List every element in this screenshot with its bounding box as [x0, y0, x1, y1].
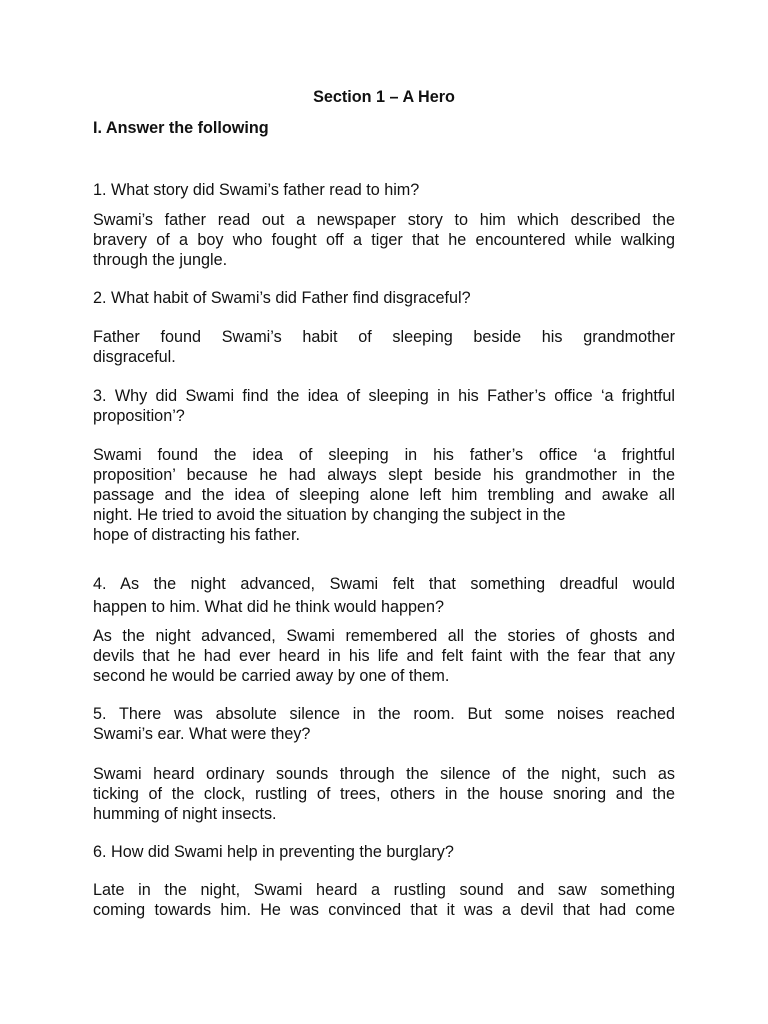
answer-4 — [93, 626, 675, 686]
question-5 — [93, 704, 675, 744]
answer-4-line-2: devils that he had ever heard in his life and felt faint with the fear that any — [93, 647, 675, 665]
answer-2-line-1: Father found Swami’s habit of sleeping beside his grandmother — [93, 328, 675, 346]
answer-6-line-2: coming towards him. He was convinced that it was a devil that had come — [93, 901, 675, 919]
answer-6 — [93, 880, 675, 920]
answer-3-line-3: passage and the idea of sleeping alone left him trembling and awake all — [93, 486, 675, 504]
answer-3-line-4: night. He tried to avoid the situation by changing the subject in the — [93, 506, 566, 524]
answer-1-line-2: bravery of a boy who fought off a tiger that he encountered while walking — [93, 231, 675, 249]
answer-3 — [93, 445, 675, 545]
question-2-line-1: 2. What habit of Swami’s did Father find disgraceful? — [93, 289, 471, 307]
answer-3-line-2: proposition’ because he had always slept beside his grandmother in the — [93, 466, 675, 484]
section-title: Section 1 – A Hero — [313, 88, 455, 106]
answer-5 — [93, 764, 675, 824]
answer-5-line-2: ticking of the clock, rustling of trees, others in the house snoring and the — [93, 785, 675, 803]
question-5-line-1: 5. There was absolute silence in the room. But some noises reached — [93, 705, 675, 723]
answer-5-line-3: humming of night insects. — [93, 805, 277, 823]
question-6-line-1: 6. How did Swami help in preventing the burglary? — [93, 843, 454, 861]
question-2 — [93, 288, 675, 308]
answer-2 — [93, 327, 675, 367]
answer-1-line-1: Swami’s father read out a newspaper story to him which described the — [93, 211, 675, 229]
question-4 — [93, 574, 675, 617]
answer-1-line-3: through the jungle. — [93, 251, 228, 269]
question-3-line-1: 3. Why did Swami find the idea of sleeping in his Father’s office ‘a frightful — [93, 387, 675, 405]
question-1 — [93, 180, 675, 200]
question-6 — [93, 842, 675, 862]
answer-6-line-1: Late in the night, Swami heard a rustling sound and saw something — [93, 881, 675, 899]
question-5-line-2: Swami’s ear. What were they? — [93, 725, 311, 743]
question-3 — [93, 386, 675, 426]
answer-2-line-2: disgraceful. — [93, 348, 176, 366]
question-1-line-1: 1. What story did Swami’s father read to him? — [93, 181, 420, 199]
answer-3-line-5: hope of distracting his father. — [93, 526, 300, 544]
answer-5-line-1: Swami heard ordinary sounds through the silence of the night, such as — [93, 765, 675, 783]
question-4-line-2: happen to him. What did he think would happen? — [93, 598, 444, 616]
answer-3-line-1: Swami found the idea of sleeping in his father’s office ‘a frightful — [93, 446, 675, 464]
question-4-line-1: 4. As the night advanced, Swami felt that something dreadful would — [93, 575, 675, 593]
answer-4-line-1: As the night advanced, Swami remembered all the stories of ghosts and — [93, 627, 675, 645]
question-3-line-2: proposition’? — [93, 407, 185, 425]
answer-4-line-3: second he would be carried away by one of them. — [93, 667, 450, 685]
answer-1 — [93, 210, 675, 270]
instruction-heading: I. Answer the following — [93, 119, 269, 137]
